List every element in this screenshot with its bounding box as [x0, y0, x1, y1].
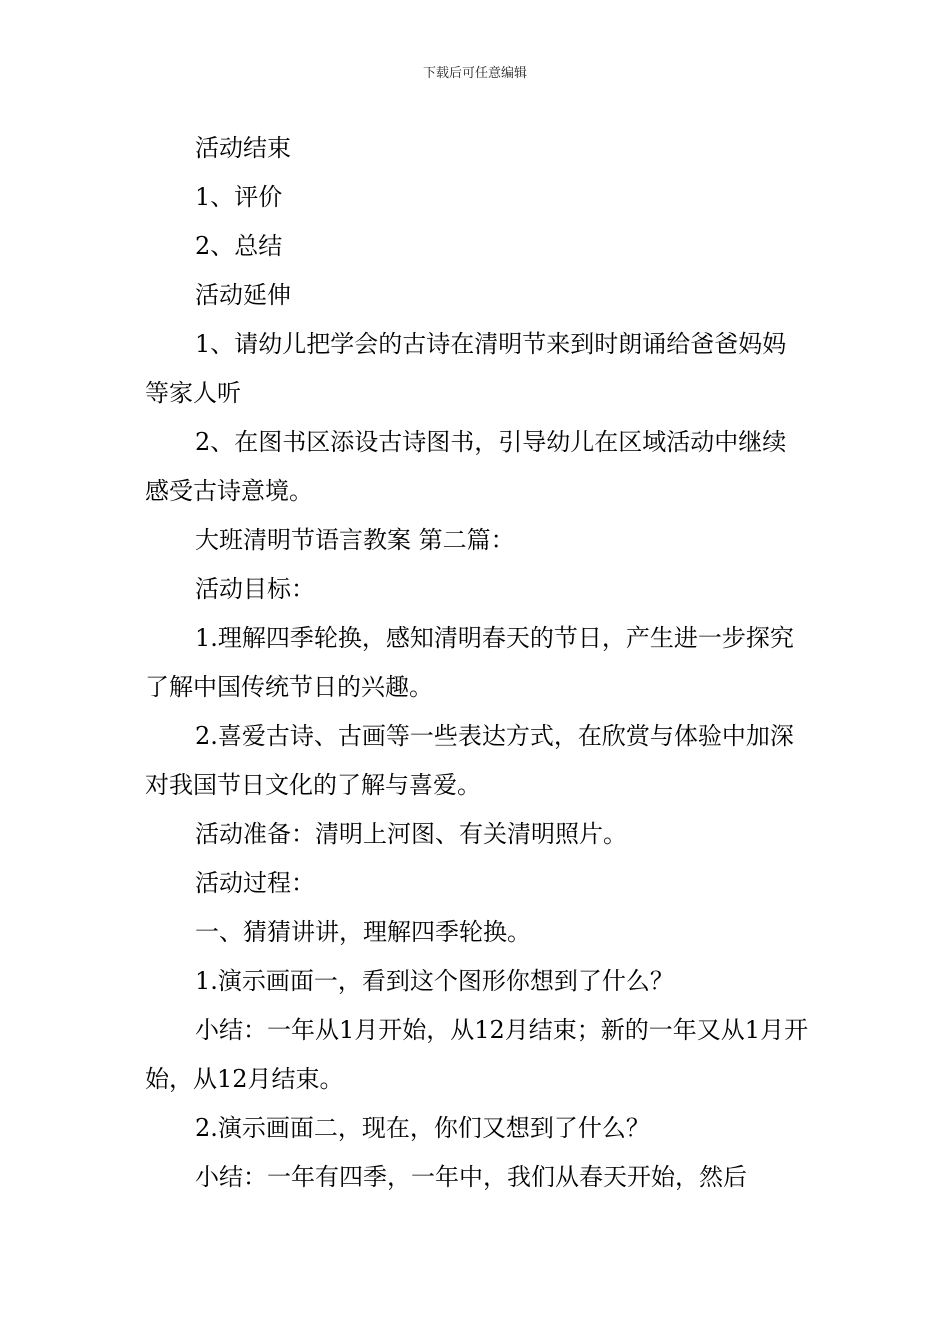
- section-heading-activity-extension: 活动延伸: [195, 281, 291, 309]
- summary-paragraph: 小结：一年从1月开始，从12月结束；新的一年又从1月开始，从12月结束。: [145, 1016, 809, 1093]
- summary-paragraph: 小结：一年有四季，一年中，我们从春天开始，然后: [195, 1163, 747, 1191]
- list-item: 2、在图书区添设古诗图书，引导幼儿在区域活动中继续感受古诗意境。: [145, 428, 787, 505]
- list-item: 1、评价: [195, 183, 283, 211]
- page-header-note: 下载后可任意编辑: [422, 66, 527, 81]
- section-heading-activity-end: 活动结束: [195, 134, 291, 162]
- subsection-heading: 一、猜猜讲讲，理解四季轮换。: [195, 918, 531, 946]
- section-heading-preparation: 活动准备：清明上河图、有关清明照片。: [195, 820, 627, 848]
- list-item: 1、请幼儿把学会的古诗在清明节来到时朗诵给爸爸妈妈等家人听: [145, 330, 787, 407]
- list-item: 2、总结: [195, 232, 283, 260]
- section-heading-objectives: 活动目标：: [195, 575, 315, 603]
- list-item: 1.演示画面一，看到这个图形你想到了什么？: [195, 967, 674, 995]
- list-item: 2.演示画面二，现在，你们又想到了什么？: [195, 1114, 650, 1142]
- document-body: [145, 124, 810, 1202]
- section-heading-process: 活动过程：: [195, 869, 315, 897]
- list-item: 2.喜爱古诗、古画等一些表达方式，在欣赏与体验中加深对我国节日文化的了解与喜爱。: [145, 722, 794, 799]
- list-item: 1.理解四季轮换，感知清明春天的节日，产生进一步探究了解中国传统节日的兴趣。: [145, 624, 794, 701]
- lesson-title: 大班清明节语言教案 第二篇：: [195, 526, 515, 554]
